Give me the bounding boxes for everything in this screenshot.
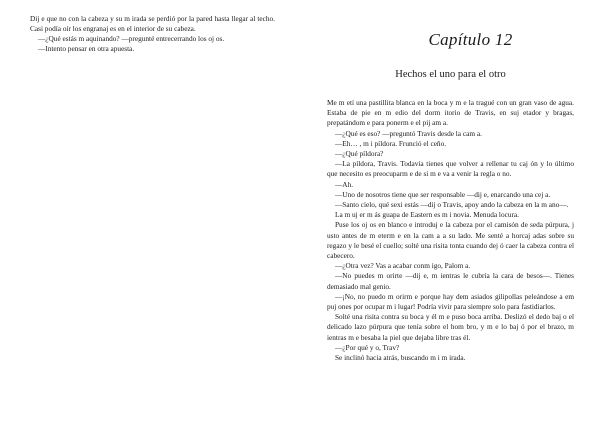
chapter-title: Capítulo 12	[428, 30, 513, 49]
paragraph: Solté una risita contra su boca y él m e puso boca arriba. Deslizó el dedo baj o el delicado lazo púrpura que tenía sobre el hom bro, y m e lo baj ó por el brazo, m ientras m e besaba la piel que dejaba libre tras él.	[327, 312, 574, 342]
paragraph: Se inclinó hacia atrás, buscando m i m irada.	[335, 353, 466, 363]
chapter-body	[327, 98, 574, 363]
paragraph: —¿Otra vez? Vas a acabar conm igo, Palom a.	[335, 261, 471, 271]
paragraph: —¿Por qué y o, Trav?	[335, 342, 400, 352]
paragraph: —¡No, no puedo m orirm e porque hay dem asiados gilipollas peleándose a em puj ones por ocupar m i lugar! Podría vivir para siempre solo para fastidiarlos.	[327, 291, 574, 312]
paragraph: Me m etí una pastillita blanca en la boca y m e la tragué con un gran vaso de agua. Estaba de pie en m edio del dorm itorio de Travis, en suj etador y bragas, prepatándom e para ponerm e el pij am a.	[327, 98, 574, 128]
section-title: Hechos el uno para el otro	[395, 69, 506, 80]
paragraph: —¿Qué es eso? —preguntó Travis desde la cam a.	[335, 128, 482, 138]
paragraph: —¿Qué píldora?	[335, 149, 384, 159]
paragraph: —Intento pensar en otra apuesta.	[38, 44, 135, 53]
paragraph: —La píldora, Travis. Todavía tienes que volver a rellenar tu caj ón y lo último que necesito es preocuparm e de si m e va a venir la regla o no.	[327, 159, 574, 179]
left-page	[30, 14, 275, 54]
paragraph: —Eh… , m i píldora. Frunció el ceño.	[335, 138, 447, 148]
paragraph: —Uno de nosotros tiene que ser responsable —dij e, enarcando una cej a.	[335, 189, 551, 199]
paragraph: —Ah.	[335, 179, 354, 189]
paragraph: —¿Qué estás m aquinando? —pregunté entrecerrando los oj os.	[38, 34, 225, 43]
paragraph: La m uj er m ás guapa de Eastern es m i novia. Menuda locura.	[335, 210, 519, 220]
paragraph: —No puedes m orirte —dij e, m ientras le cubría la cara de besos—. Tienes demasiado mal genio.	[327, 271, 574, 291]
right-page	[327, 30, 574, 363]
paragraph: —Santo cielo, qué sexi estás —dij o Travis, apoy ando la cabeza en la m ano—.	[335, 200, 569, 210]
paragraph: Puse los oj os en blanco e introduj e la cabeza por el camisón de seda púrpura, j usto antes de m eterm e en la cam a a su lado. Me senté a horcaj adas sobre su regazo y le besé el cuello; solté una risita tonta cuando dej ó caer la cabeza contra el cabecero.	[327, 220, 574, 261]
paragraph: Dij e que no con la cabeza y su m irada se perdió por la pared hasta llegar al techo. Casi podía oír los engranaj es en el interior de su cabeza.	[30, 14, 275, 33]
